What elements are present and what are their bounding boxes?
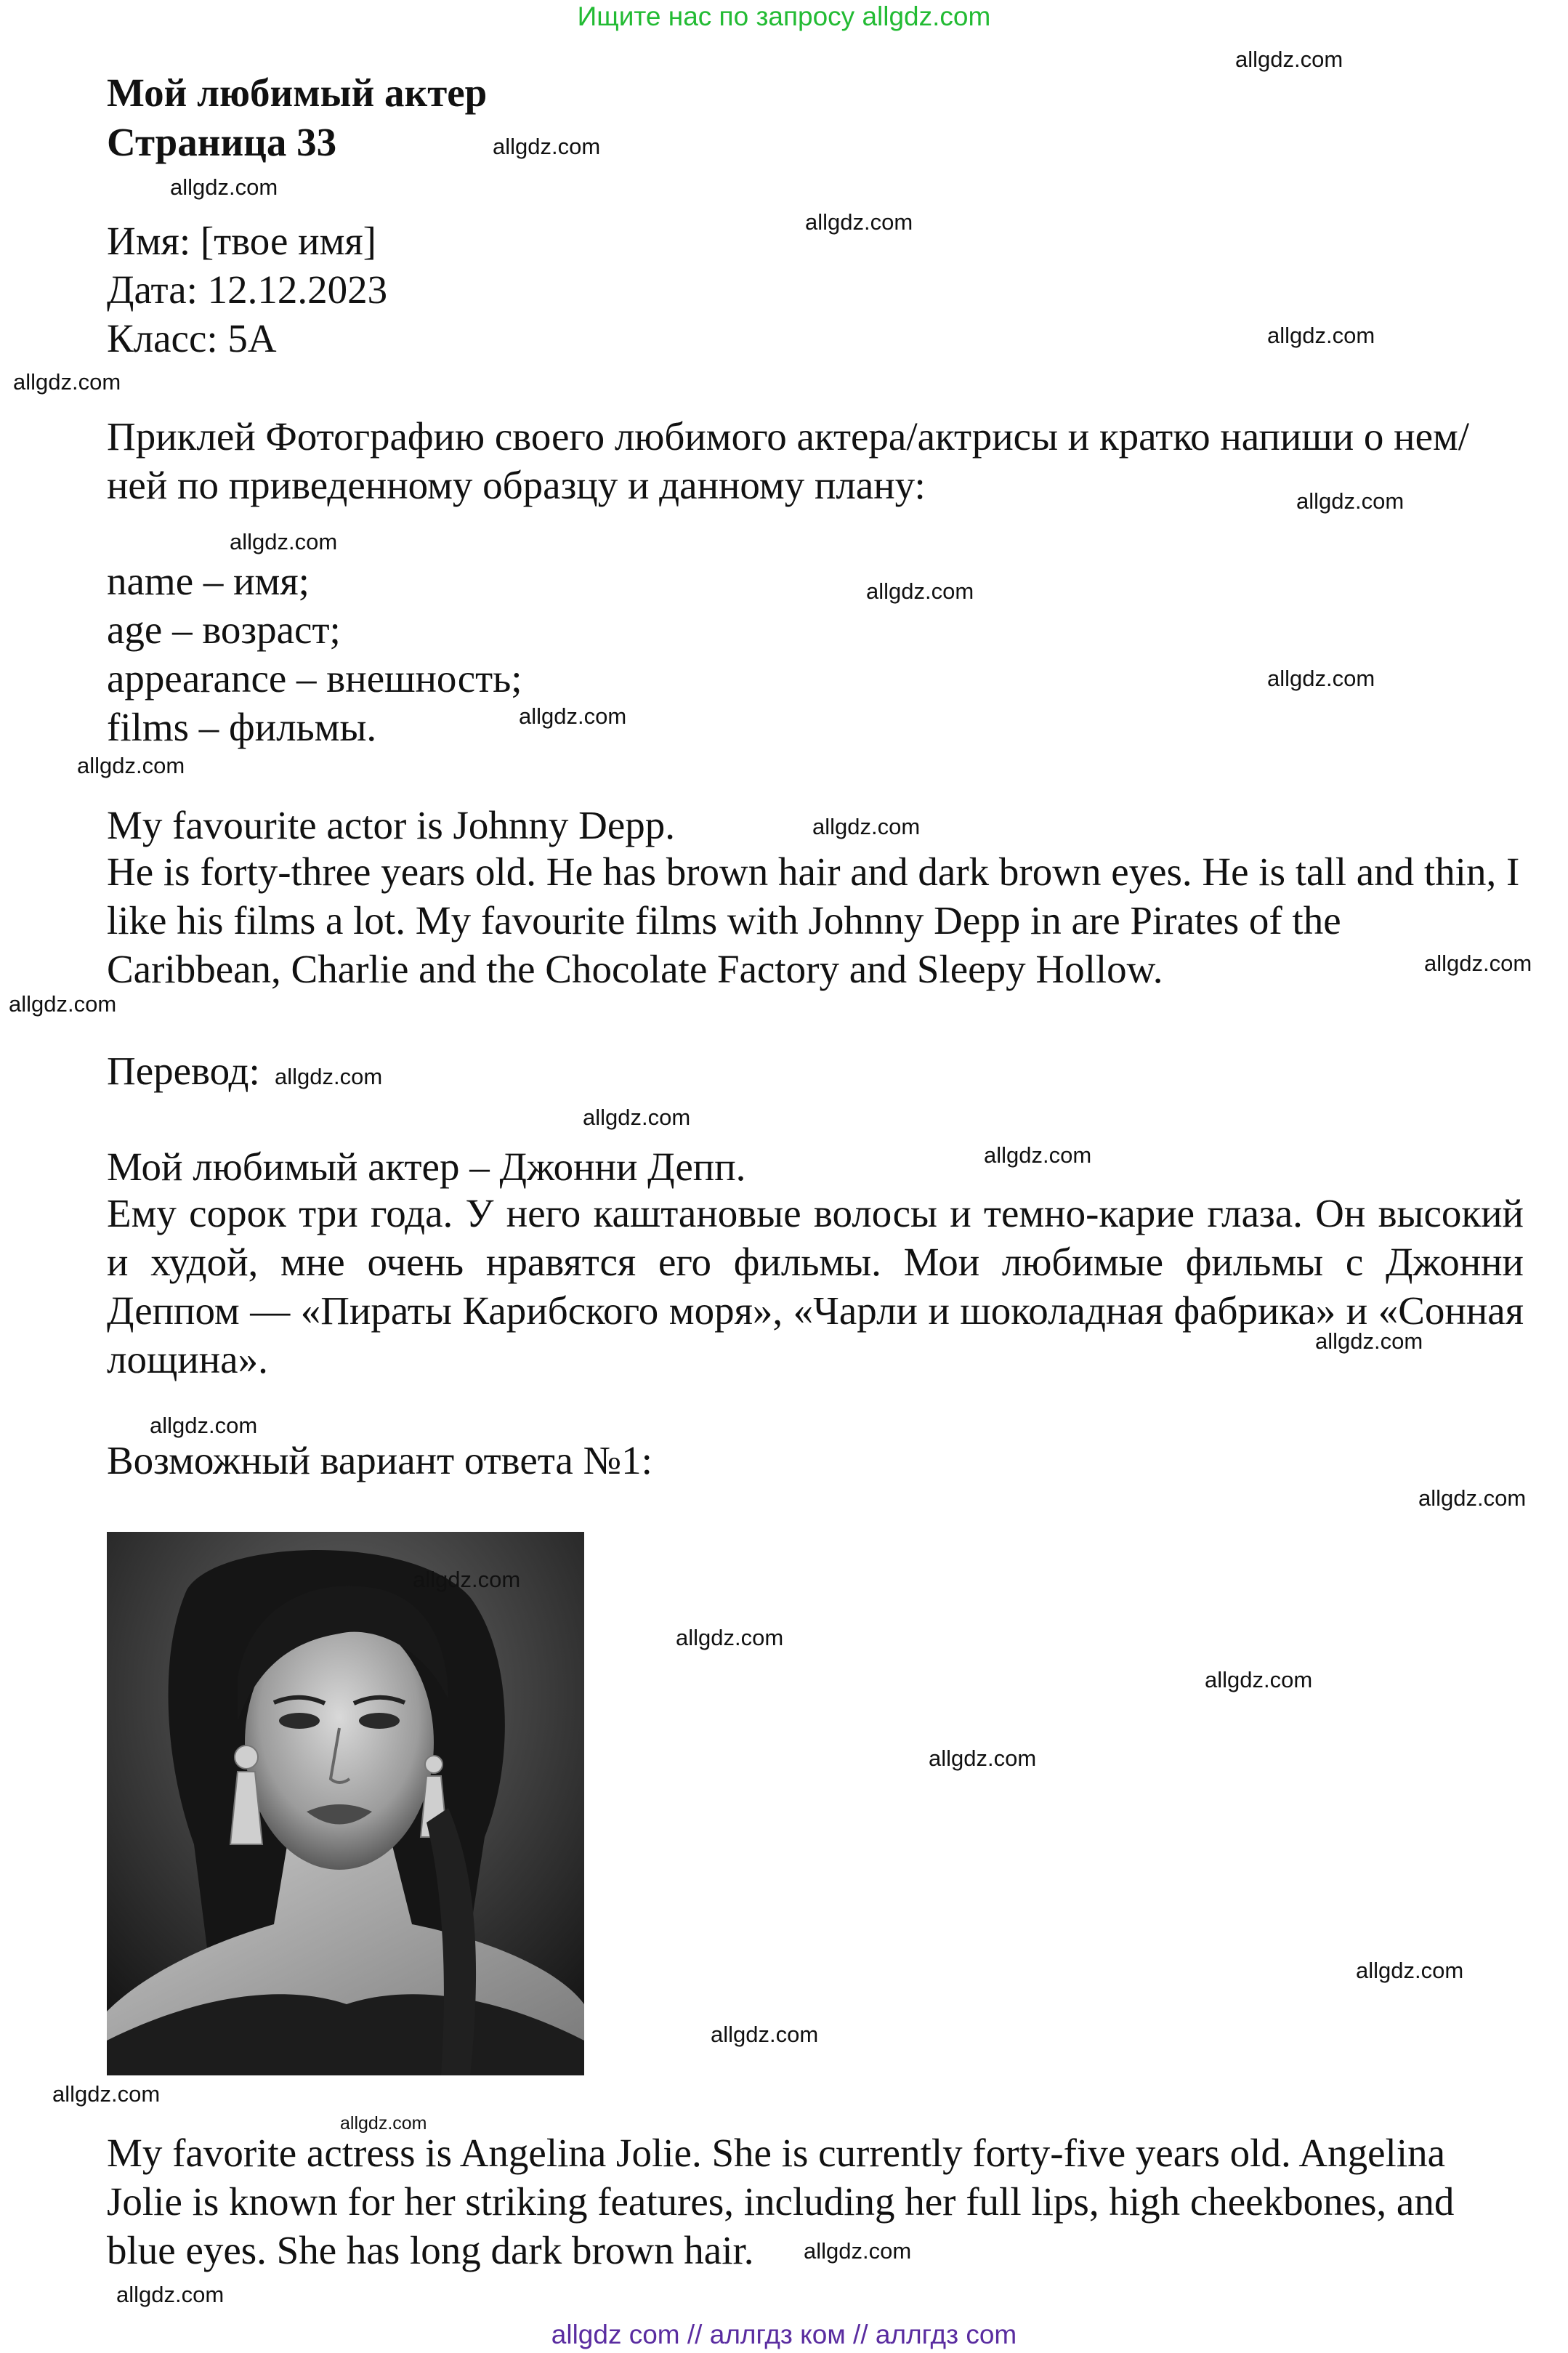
- class-line: Класс: 5А: [107, 316, 277, 360]
- watermark: allgdz.com: [929, 1745, 1037, 1771]
- bottom-banner-links[interactable]: allgdz com // аллгдз ком // аллгдз com: [551, 2320, 1017, 2349]
- watermark: allgdz.com: [13, 369, 121, 395]
- translation-paragraph: Ему сорок три года. У него каштановые волосы и темно-карие глаза. Он высокий и худой, мне очень нравятся его фильмы. Мои любимые фильмы с Джонни Деппом — «Пираты Карибского моря», «Чарли и шоколадная фабрика» и «Сонная лощина».: [107, 1191, 1524, 1381]
- watermark: allgdz.com: [1296, 488, 1405, 514]
- plan-item-appearance: appearance – внешность;: [107, 656, 522, 701]
- task-instructions: Приклей Фотографию своего любимого актера/актрисы и кратко напиши о нем/ней по приведенному образцу и данному плану:: [107, 414, 1470, 507]
- page-title: Мой любимый актер: [107, 70, 488, 115]
- watermark: allgdz.com: [275, 1064, 383, 1089]
- watermark: allgdz.com: [805, 209, 913, 235]
- watermark: allgdz.com: [230, 529, 338, 554]
- watermark: allgdz.com: [170, 174, 278, 200]
- date-line: Дата: 12.12.2023: [107, 267, 388, 312]
- plan-item-age: age – возраст;: [107, 608, 341, 652]
- watermark: allgdz.com: [812, 814, 921, 839]
- watermark: allgdz.com: [1205, 1667, 1313, 1692]
- sample-paragraph: He is forty-three years old. He has brown hair and dark brown eyes. He is tall and thin, I like his films a lot. My favourite films with Johnny Depp in are Pirates of the Caribbean, Charlie and the Chocolate Factory and Sleepy Hollow.: [107, 849, 1520, 991]
- watermark: allgdz.com: [866, 578, 974, 604]
- watermark: allgdz.com: [519, 703, 627, 729]
- translation-heading: Перевод:: [107, 1049, 260, 1093]
- watermark: allgdz.com: [1418, 1485, 1527, 1511]
- watermark: allgdz.com: [9, 991, 117, 1017]
- watermark: allgdz.com: [116, 2282, 225, 2307]
- watermark: allgdz.com: [413, 1567, 521, 1592]
- answer-paragraph: My favorite actress is Angelina Jolie. She is currently forty-five years old. Angelina Jolie is known for her striking features, including her full lips, high cheekbones, and blue eyes. She has long dark brown hair.: [107, 2131, 1455, 2272]
- watermark: allgdz.com: [984, 1142, 1092, 1168]
- answer-heading: Возможный вариант ответа №1:: [107, 1438, 652, 1482]
- plan-item-films: films – фильмы.: [107, 705, 377, 749]
- watermark: allgdz.com: [804, 2238, 912, 2264]
- watermark: allgdz.com: [493, 134, 601, 159]
- watermark: allgdz.com: [1315, 1328, 1423, 1354]
- watermark: allgdz.com: [340, 2113, 427, 2134]
- top-banner-link[interactable]: Ищите нас по запросу allgdz.com: [577, 1, 991, 31]
- watermark: allgdz.com: [77, 753, 185, 778]
- translation-first-line: Мой любимый актер – Джонни Депп.: [107, 1145, 746, 1189]
- actress-photo: [107, 1532, 584, 2075]
- watermark: allgdz.com: [1267, 666, 1375, 691]
- watermark: allgdz.com: [1356, 1958, 1464, 1983]
- watermark: allgdz.com: [583, 1105, 691, 1130]
- student-name: Имя: [твое имя]: [107, 219, 376, 263]
- watermark: allgdz.com: [1235, 47, 1343, 72]
- watermark: allgdz.com: [150, 1413, 258, 1438]
- watermark: allgdz.com: [1424, 951, 1532, 976]
- sample-first-line: My favourite actor is Johnny Depp.: [107, 803, 676, 847]
- page-number: Страница 33: [107, 120, 337, 164]
- plan-item-name: name – имя;: [107, 559, 310, 603]
- watermark: allgdz.com: [52, 2081, 161, 2107]
- watermark: allgdz.com: [676, 1625, 784, 1650]
- watermark: allgdz.com: [1267, 323, 1375, 348]
- watermark: allgdz.com: [711, 2022, 819, 2047]
